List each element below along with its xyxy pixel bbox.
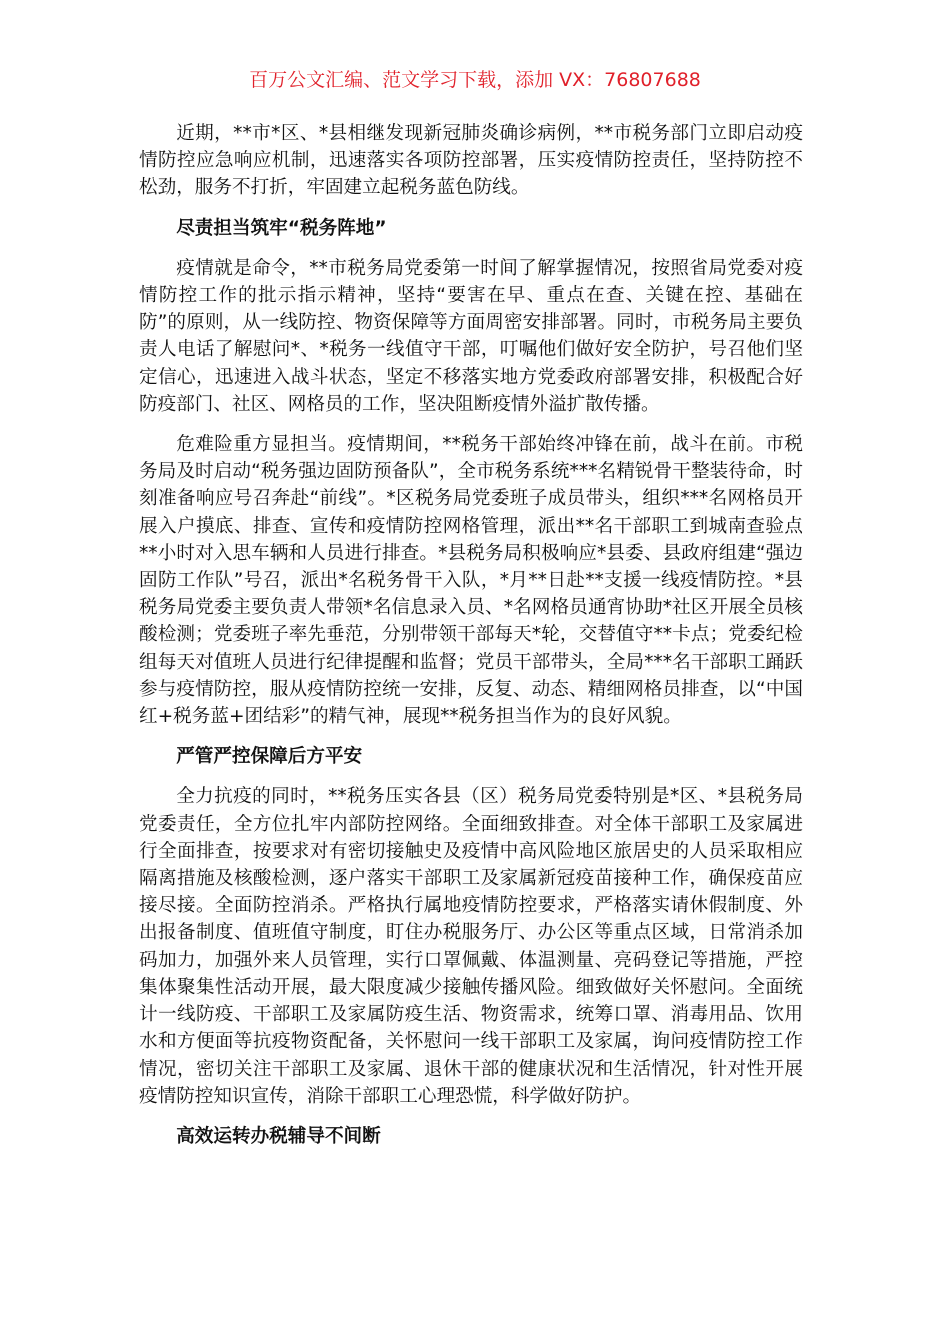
section-1-paragraph-1: 疫情就是命令，**市税务局党委第一时间了解掌握情况，按照省局党委对疫情防控工作的批示指示精神，坚持“要害在早、重点在查、关键在控、基础在防”的原则，从一线防控、物资保障等方面周密安排部署。同时，市税务局主要负责人电话了解慰问*、*税务一线值守干部，叮嘱他们做好安全防护，号召他们坚定信心，迅速进入战斗状态，坚定不移落实地方党委政府部署安排，积极配合好防疫部门、社区、网格员的工作，坚决阻断疫情外溢扩散传播。 — [139, 257, 803, 415]
section-1-paragraph-2: 危难险重方显担当。疫情期间，**税务干部始终冲锋在前，战斗在前。市税务局及时启动“税务强边固防预备队”，全市税务系统***名精锐骨干整装待命，时刻准备响应号召奔赴“前线”。*区税务局党委班子成员带头，组织***名网格员开展入户摸底、排查、宣传和疫情防控网格管理，派出**名干部职工到城南查验点**小时对入思车辆和人员进行排查。*县税务局积极响应*县委、县政府组建“强边固防工作队”号召，派出*名税务骨干入队，*月**日赴**支援一线疫情防控。*县税务局党委主要负责人带领*名信息录入员、*名网格员通宵协助*社区开展全员核酸检测；党委班子率先垂范，分别带领干部每天*轮，交替值守**卡点；党委纪检组每天对值班人员进行纪律提醒和监督；党员干部带头，全局***名干部职工踊跃参与疫情防控，服从疫情防控统一安排，反复、动态、精细网格员排查，以“中国红+税务蓝+团结彩”的精气神，展现**税务担当作为的良好风貌。 — [139, 434, 803, 728]
section-heading-3: 高效运转办税辅导不间断 — [176, 1125, 381, 1147]
section-heading-2: 严管严控保障后方平安 — [176, 746, 363, 768]
section-2-paragraph-1: 全力抗疫的同时，**税务压实各县（区）税务局党委特别是*区、*县税务局党委责任，全方位扎牢内部防控网络。全面细致排查。对全体干部职工及家属进行全面排查，按要求对有密切接触史及疫情中高风险地区旅居史的人员采取相应隔离措施及核酸检测，逐户落实干部职工及家属新冠疫苗接种工作，确保疫苗应接尽接。全面防控消杀。严格执行属地疫情防控要求，严格落实请休假制度、外出报备制度、值班值守制度，盯住办税服务厅、办公区等重点区域，日常消杀加码加力，加强外来人员管理，实行口罩佩戴、体温测量、亮码登记等措施，严控集体聚集性活动开展，最大限度减少接触传播风险。细致做好关怀慰问。全面统计一线防疫、干部职工及家属防疫生活、物资需求，统筹口罩、消毒用品、饮用水和方便面等抗疫物资配备，关怀慰问一线干部职工及家属，询问疫情防控工作情况，密切关注干部职工及家属、退休干部的健康状况和生活情况，针对性开展疫情防控知识宣传，消除干部职工心理恐慌，科学做好防护。 — [139, 786, 803, 1107]
intro-paragraph: 近期，**市*区、*县相继发现新冠肺炎确诊病例，**市税务部门立即启动疫情防控应急响应机制，迅速落实各项防控部署，压实疫情防控责任，坚持防控不松劲，服务不打折，牢固建立起税务蓝色防线。 — [139, 123, 803, 199]
promo-banner: 百万公文汇编、范文学习下载，添加 VX：76807688 — [249, 69, 701, 91]
section-heading-1: 尽责担当筑牢“税务阵地” — [176, 217, 387, 239]
document-body — [139, 120, 803, 1163]
